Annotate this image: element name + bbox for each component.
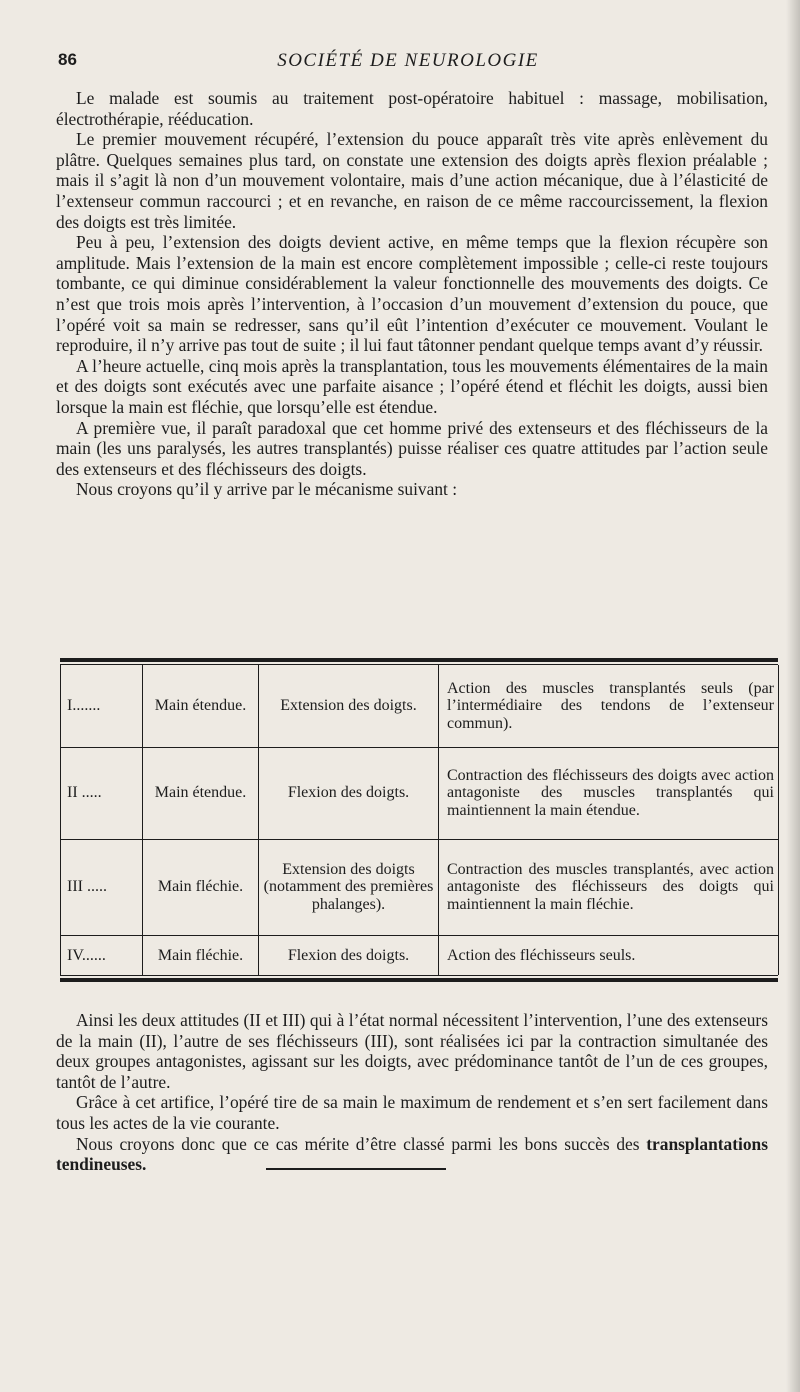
finger-movement: Flexion des doigts.	[259, 747, 439, 839]
hand-state: Main étendue.	[143, 665, 259, 747]
table-rule	[60, 975, 778, 976]
mechanism: Action des muscles transplantés seuls (par l’intermédiaire des tendons de l’extenseur commun).	[447, 679, 774, 732]
paragraph: Nous croyons qu’il y arrive par le mécanisme suivant :	[76, 479, 458, 500]
paragraph: A l’heure actuelle, cinq mois après la transplantation, tous les mouvements élémentaires de la main et des doigts sont exécutés avec une parfaite aisance ; l’opéré étend et fléchit les doigts, aussi bien lorsque la main est fléchie, que lorsqu’elle est étendue.	[56, 355, 768, 417]
paragraph: Le premier mouvement récupéré, l’extension du pouce apparaît très vite après enlèvement du plâtre. Quelques semaines plus tard, on constate une extension des doigts après flexion préalable ; mais il s’agit là non d’un mouvement volontaire, mais d’une action mécanique, due à l’élasticité de l’extenseur commun raccourci ; et en revanche, en raison de ce même raccourcissement, la flexion des doigts est très limitée.	[56, 129, 768, 232]
end-separator	[266, 1168, 446, 1170]
hand-state: Main étendue.	[143, 747, 259, 839]
table-rule	[60, 978, 778, 982]
table-row	[61, 935, 779, 975]
running-head: SOCIÉTÉ DE NEUROLOGIE	[277, 50, 539, 71]
row-number: II .....	[61, 747, 143, 839]
paragraph: Ainsi les deux attitudes (II et III) qui à l’état normal nécessitent l’intervention, l’une des extenseurs de la main (II), l’autre de ses fléchisseurs (III), sont réalisées ici par la contraction simultanée des deux groupes antagonistes, agissant sur les doigts, avec prédominance tantôt de l’un de ces groupes, tantôt de l’autre.	[56, 1010, 768, 1092]
table-row	[61, 839, 779, 935]
hand-state: Main fléchie.	[143, 839, 259, 935]
finger-movement: Extension des doigts.	[259, 665, 439, 747]
page-number: 86	[58, 50, 77, 69]
page-edge-shadow	[786, 0, 800, 1392]
paragraph: A première vue, il paraît paradoxal que cet homme privé des extenseurs et des fléchisseurs de la main (les uns paralysés, les autres transplantés) puisse réaliser ces quatre attitudes par l’action seule des extenseurs et des fléchisseurs des doigts.	[56, 417, 768, 479]
row-number: I.......	[61, 665, 143, 747]
body-text-bottom	[56, 1010, 768, 1175]
finger-movement: Flexion des doigts.	[259, 935, 439, 975]
mechanism-table	[60, 658, 778, 982]
paragraph: Peu à peu, l’extension des doigts devient active, en même temps que la flexion récupère son amplitude. Mais l’extension de la main est encore complètement impossible ; celle-ci reste toujours tombante, ce qui diminue considérablement la valeur fonctionnelle des mouvements des doigts. Ce n’est que trois mois après l’intervention, à l’occasion d’un mouvement d’extension du pouce, que l’opéré voit sa main se redresser, sans qu’il eût l’intention d’exécuter ce mouvement. Voulant le reproduire, il n’y arrive pas tout de suite ; il lui faut tâtonner pendant quelque temps avant d’y réussir.	[56, 232, 768, 356]
paragraph: Grâce à cet artifice, l’opéré tire de sa main le maximum de rendement et s’en sert facilement dans tous les actes de la vie courante.	[56, 1092, 768, 1133]
finger-movement: Extension des doigts (notamment des premières phalanges).	[259, 839, 439, 935]
final-paragraph-lead: Nous croyons donc que ce cas mérite d’être classé parmi les bons succès des	[76, 1133, 647, 1154]
mechanism: Contraction des muscles transplantés, avec action antagoniste des fléchisseurs des doigts qui maintiennent la main fléchie.	[439, 839, 779, 935]
row-number: IV......	[61, 935, 143, 975]
body-text-top	[56, 88, 768, 500]
mechanism: Contraction des fléchisseurs des doigts avec action antagoniste des muscles transplantés qui maintiennent la main étendue.	[439, 747, 779, 839]
table-rule	[60, 658, 778, 662]
row-number: III .....	[61, 839, 143, 935]
hand-state: Main fléchie.	[143, 935, 259, 975]
paragraph: Le malade est soumis au traitement post-opératoire habituel : massage, mobilisation, électrothérapie, rééducation.	[56, 88, 768, 129]
mechanism: Action des fléchisseurs seuls.	[439, 935, 779, 975]
table-row	[61, 747, 779, 839]
final-paragraph-bold: transplantations tendineuses.	[56, 1133, 768, 1175]
table-row	[61, 665, 779, 747]
page-header	[58, 50, 758, 74]
